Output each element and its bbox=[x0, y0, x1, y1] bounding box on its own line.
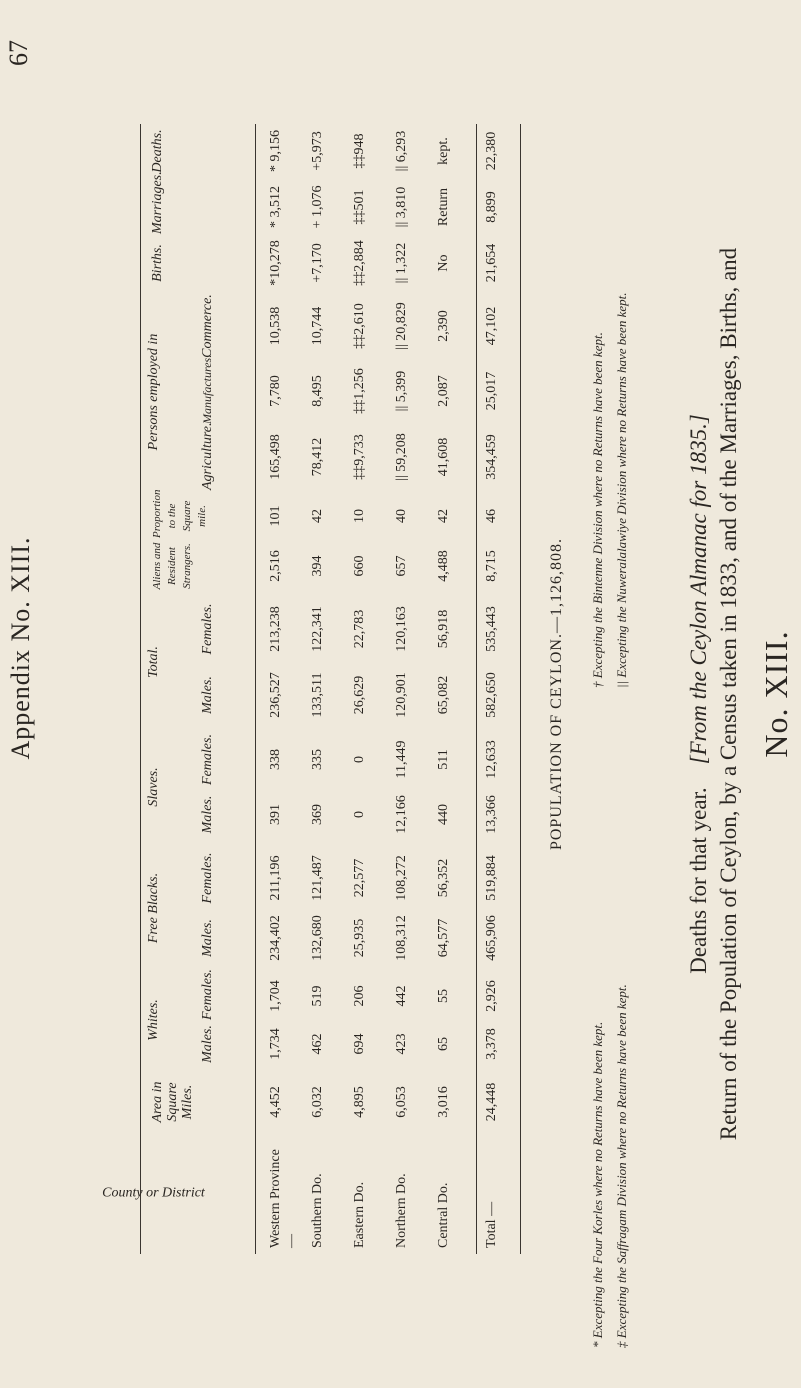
row-label: Western Province — bbox=[268, 1149, 299, 1248]
hdr-deaths: Deaths. bbox=[150, 129, 165, 173]
sub-commerce: Commerce. bbox=[200, 294, 215, 358]
table-cell: 3,016 bbox=[436, 1086, 451, 1118]
table-cell: || 59,208 bbox=[394, 433, 409, 481]
hdr-persons-employed: Persons employed in bbox=[146, 333, 161, 451]
rule-header-split bbox=[255, 124, 256, 1254]
footnote-2: † Excepting the Bintenne Division where no Returns have been kept. bbox=[590, 332, 605, 688]
number-title: No. XIII. bbox=[758, 630, 794, 758]
table-cell: 122,341 bbox=[310, 606, 325, 652]
table-cell: ‡‡2,610 bbox=[352, 303, 367, 349]
table-cell: 354,459 bbox=[484, 434, 499, 480]
table-cell: 47,102 bbox=[484, 306, 499, 346]
table-cell: 3,378 bbox=[484, 1028, 499, 1060]
table-cell: * 9,156 bbox=[268, 130, 283, 172]
table-cell: 391 bbox=[268, 804, 283, 825]
table-cell: 12,166 bbox=[394, 795, 409, 834]
table-cell: 657 bbox=[394, 555, 409, 577]
sub-whites-males: Males. bbox=[200, 1025, 215, 1063]
sub-whites-females: Females. bbox=[200, 969, 215, 1020]
table-cell: 0 bbox=[352, 756, 367, 763]
table-cell: 236,527 bbox=[268, 672, 283, 718]
rule-total bbox=[476, 124, 477, 1254]
hdr-births: Births. bbox=[150, 244, 165, 282]
table-cell: 165,498 bbox=[268, 434, 283, 480]
table-cell: 338 bbox=[268, 749, 283, 770]
title-line-1: Return of the Population of Ceylon, by a Census taken in 1833, and of the Marriages, Births, and bbox=[716, 247, 741, 1141]
table-cell: 22,783 bbox=[352, 609, 367, 649]
table-cell: 56,352 bbox=[436, 858, 451, 898]
row-label: Northern Do. bbox=[394, 1173, 409, 1248]
sub-total-females: Females. bbox=[200, 603, 215, 655]
table-cell: 462 bbox=[310, 1033, 325, 1055]
table-cell: ‡‡2,884 bbox=[352, 240, 367, 286]
table-cell: || 1,322 bbox=[394, 242, 409, 284]
table-cell: 8,715 bbox=[484, 550, 499, 582]
table-cell: 40 bbox=[394, 509, 409, 523]
footnote-4: || Excepting the Nuweralalawiye Division where no Returns have been kept. bbox=[614, 292, 629, 688]
table-cell: 206 bbox=[352, 985, 367, 1007]
title-line-2-a: Deaths for that year. bbox=[686, 787, 711, 974]
table-cell: || 20,829 bbox=[394, 302, 409, 350]
table-cell: 511 bbox=[436, 749, 451, 770]
table-cell: 41,608 bbox=[436, 437, 451, 477]
table-cell: ‡‡948 bbox=[352, 133, 367, 169]
table-cell: 10,538 bbox=[268, 306, 283, 346]
table-cell: 1,734 bbox=[268, 1028, 283, 1060]
population-caption: POPULATION OF CEYLON.—1,126,808. bbox=[548, 538, 565, 851]
table-cell: 12,633 bbox=[484, 740, 499, 779]
table-cell: 8,495 bbox=[310, 375, 325, 407]
table-cell: 13,366 bbox=[484, 795, 499, 834]
sub-manufactures: Manufactures. bbox=[200, 354, 214, 424]
rule-bottom bbox=[520, 124, 521, 1254]
table-cell: ‡‡1,256 bbox=[352, 368, 367, 414]
table-cell: +5,973 bbox=[310, 131, 325, 171]
table-cell: 0 bbox=[352, 811, 367, 818]
table-cell: 660 bbox=[352, 555, 367, 577]
sub-free-females: Females. bbox=[200, 852, 215, 904]
table-cell: 11,449 bbox=[394, 740, 409, 779]
sub-agriculture: Agriculture. bbox=[200, 422, 215, 490]
table-cell: ‡‡501 bbox=[352, 189, 367, 225]
table-cell: 335 bbox=[310, 749, 325, 770]
sub-total-males: Males. bbox=[200, 676, 215, 714]
table-cell: 4,488 bbox=[436, 550, 451, 582]
table-cell: 42 bbox=[310, 509, 325, 523]
table-cell: 24,448 bbox=[484, 1082, 499, 1122]
table-cell: 582,650 bbox=[484, 672, 499, 718]
row-label: Southern Do. bbox=[310, 1173, 325, 1248]
table-cell: 22,380 bbox=[484, 131, 499, 171]
table-cell: 120,163 bbox=[394, 606, 409, 652]
table-cell: 108,312 bbox=[394, 915, 409, 961]
sub-slaves-males: Males. bbox=[200, 795, 215, 834]
table-cell: ‡‡9,733 bbox=[352, 434, 367, 480]
table-cell: 7,780 bbox=[268, 375, 283, 407]
table-cell: 465,906 bbox=[484, 915, 499, 961]
running-header: Appendix No. XIII. bbox=[6, 536, 35, 760]
table-cell: 22,577 bbox=[352, 858, 367, 898]
table-cell: 2,087 bbox=[436, 375, 451, 407]
table-cell: 108,272 bbox=[394, 855, 409, 901]
table-cell: 64,577 bbox=[436, 918, 451, 958]
hdr-total: Total. bbox=[146, 646, 161, 678]
sub-free-males: Males. bbox=[200, 919, 215, 957]
table-cell: 694 bbox=[352, 1033, 367, 1055]
table-cell: 4,895 bbox=[352, 1086, 367, 1118]
table-cell: 78,412 bbox=[310, 437, 325, 477]
table-cell: || 6,293 bbox=[394, 130, 409, 172]
table-cell: 442 bbox=[394, 985, 409, 1007]
table-cell: +7,170 bbox=[310, 243, 325, 283]
table-cell: 4,452 bbox=[268, 1086, 283, 1118]
hdr-aliens: Aliens and Resident Strangers. bbox=[151, 542, 193, 590]
table-cell: * 3,512 bbox=[268, 186, 283, 228]
table-cell: 211,196 bbox=[268, 855, 283, 901]
table-cell: 213,238 bbox=[268, 606, 283, 652]
table-cell: 10 bbox=[352, 509, 367, 523]
table-cell: 120,901 bbox=[394, 672, 409, 718]
hdr-marriages: Marriages. bbox=[150, 171, 165, 234]
table-cell: 519,884 bbox=[484, 855, 499, 901]
table-cell: 1,704 bbox=[268, 980, 283, 1012]
table-cell: 132,680 bbox=[310, 915, 325, 961]
page-number: 67 bbox=[4, 40, 33, 66]
table-cell: 519 bbox=[310, 985, 325, 1007]
table-cell: 2,926 bbox=[484, 980, 499, 1012]
table-cell: kept. bbox=[436, 137, 451, 165]
table-cell: 25,017 bbox=[484, 371, 499, 411]
table-cell: 121,487 bbox=[310, 855, 325, 901]
table-cell: No bbox=[436, 254, 451, 272]
hdr-slaves: Slaves. bbox=[146, 767, 161, 807]
table-cell: 25,935 bbox=[352, 918, 367, 958]
table-cell: Return bbox=[436, 187, 451, 227]
table-cell: 2,516 bbox=[268, 550, 283, 582]
row-label: Eastern Do. bbox=[352, 1181, 367, 1248]
table-cell: 55 bbox=[436, 989, 451, 1003]
table-cell: 133,511 bbox=[310, 672, 325, 718]
row-label: Total — bbox=[484, 1201, 499, 1248]
row-label: Central Do. bbox=[436, 1182, 451, 1248]
table-cell: || 5,399 bbox=[394, 370, 409, 412]
table-cell: 101 bbox=[268, 505, 283, 527]
footnote-3: ‡ Excepting the Saffragam Division where no Returns have been kept. bbox=[614, 984, 629, 1348]
table-cell: 10,744 bbox=[310, 306, 325, 346]
table-cell: || 3,810 bbox=[394, 186, 409, 228]
title-line-2-b: [From the Ceylon Almanac for 1835.] bbox=[686, 414, 711, 765]
footnote-1: * Excepting the Four Korles where no Returns have been kept. bbox=[590, 1021, 605, 1348]
table-cell: *10,278 bbox=[268, 240, 283, 286]
table-cell: 369 bbox=[310, 804, 325, 825]
hdr-proportion: Proportion to the Square mile. bbox=[151, 489, 208, 538]
table-cell: 234,402 bbox=[268, 915, 283, 961]
table-cell: 440 bbox=[436, 804, 451, 825]
table-cell: 65 bbox=[436, 1037, 451, 1051]
rule-top bbox=[140, 124, 141, 1254]
table-cell: 56,918 bbox=[436, 609, 451, 649]
table-cell: 26,629 bbox=[352, 675, 367, 715]
table-cell: 65,082 bbox=[436, 675, 451, 715]
table-cell: 535,443 bbox=[484, 606, 499, 652]
hdr-district: County or District bbox=[102, 1185, 205, 1201]
table-cell: 394 bbox=[310, 555, 325, 577]
table-cell: 2,390 bbox=[436, 310, 451, 342]
hdr-sqmiles: Area in Square Miles. bbox=[150, 1081, 195, 1123]
table-cell: 21,654 bbox=[484, 243, 499, 283]
table-cell: 423 bbox=[394, 1033, 409, 1055]
sub-slaves-females: Females. bbox=[200, 734, 215, 785]
table-cell: 8,899 bbox=[484, 191, 499, 223]
hdr-whites: Whites. bbox=[146, 999, 161, 1041]
table-cell: 46 bbox=[484, 509, 499, 523]
table-cell: 42 bbox=[436, 509, 451, 523]
table-cell: + 1,076 bbox=[310, 185, 325, 229]
table-cell: 6,032 bbox=[310, 1086, 325, 1118]
hdr-free-blacks: Free Blacks. bbox=[146, 872, 161, 944]
table-cell: 6,053 bbox=[394, 1086, 409, 1118]
